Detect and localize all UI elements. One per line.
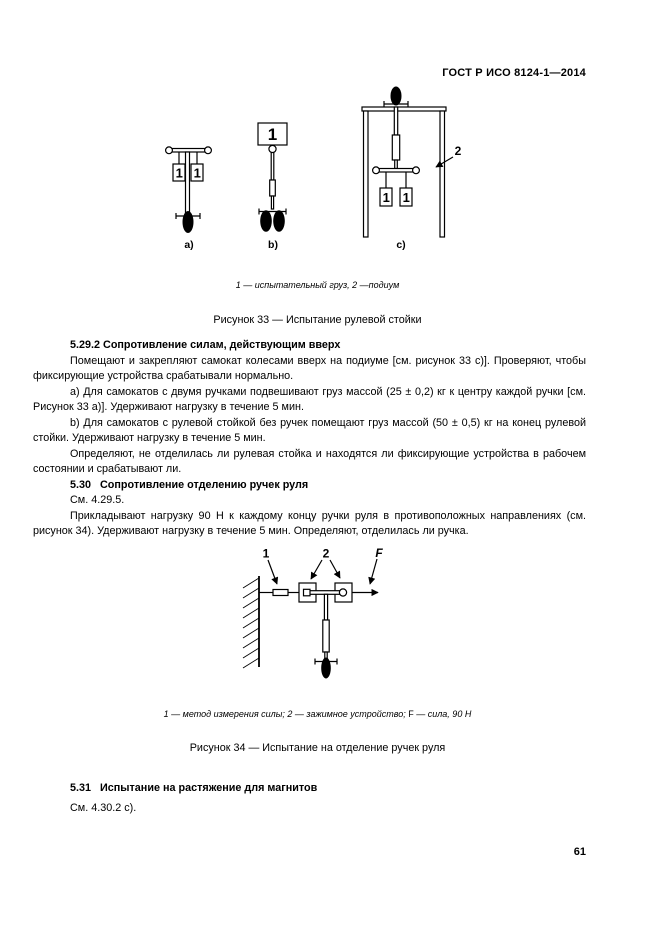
hatch-line [243,648,259,658]
paragraph: a) Для самокатов с двумя ручками подвешивают груз массой (25 ± 0,2) кг к центру каждой ручки [см. Рисунок 33 а)]. Удерживают нагрузку в течение 5 мин. [33,385,586,413]
paragraph: См. 4.29.5. [70,494,125,506]
wheel [321,658,331,679]
page-number: 61 [573,846,586,858]
handle-grip-icon [373,167,380,174]
paragraph: Помещают и закрепляют самокат колесами вверх на подиуме [см. рисунок 33 с)]. Проверяют, чтобы фиксирующие устройства срабатывали нормально. [33,354,586,382]
subfigure-label-c: c) [396,239,406,251]
fig33a-scooter-two-handles [166,147,212,251]
paragraph: См. 4.30.2 с). [70,802,137,814]
wheel [260,210,272,232]
section-heading-5-31: 5.31 Испытание на растяжение для магнитов [70,782,318,794]
fig33b-scooter-no-handles [258,123,287,251]
paragraph: Прикладывают нагрузку 90 Н к каждому концу ручки руля в противоположных направлениях (см. рисунок 34). Удерживают нагрузку в течение 5 мин. Определяют, отделилась ли ручка. [33,509,586,537]
figure34-caption-text: — сила, 90 Н [413,709,472,719]
wheel [273,210,285,232]
hatch-line [243,598,259,608]
clamp-callout-arrow [311,560,322,579]
clamp-square [304,589,311,596]
fig33c-scooter-on-podium [362,87,462,252]
clamp-callout-label: 2 [322,546,330,561]
section-heading-5-29-2: 5.29.2 Сопротивление силам, действующим вверх [70,339,341,351]
wheel [391,87,402,106]
stem-sleeve [323,620,329,652]
weight-label: 1 [382,189,390,205]
stem-sleeve [270,180,276,196]
weight-label: 1 [402,189,410,205]
hatch-line [243,638,259,648]
podium-left-wall [364,111,369,237]
handle-grip-icon [166,147,173,154]
hatch-line [243,608,259,618]
handlebar [376,169,416,173]
weight-label: 1 [175,165,183,181]
page-header: ГОСТ Р ИСО 8124-1—2014 [442,67,586,79]
hanging-hook [269,145,276,152]
section-5-29-2 [33,338,586,540]
figure34-drawing [230,542,430,707]
steering-stem [394,107,397,135]
force-gauge [273,590,288,596]
paragraph: b) Для самокатов с рулевой стойкой без ручек помещают груз массой (50 ± 0,5) кг на конец рулевой стойки. Удерживают нагрузку в течение 5 мин. [33,416,586,444]
force-callout-label: F [375,546,383,560]
handle-grip-icon [205,147,212,154]
figure33-title: Рисунок 33 — Испытание рулевой стойки [213,314,422,326]
stem-sleeve [392,135,399,160]
hatch-line [243,628,259,638]
clamp-callout-arrow [330,560,340,578]
podium-right-wall [440,111,445,237]
wall-hatching [243,578,259,668]
clamp-circle [339,589,346,596]
hatch-line [243,658,259,668]
paragraph: Определяют, не отделилась ли рулевая стойка и находятся ли фиксирующие устройства в рабочем состоянии и срабатывают ли. [33,447,586,475]
figure34-title: Рисунок 34 — Испытание на отделение ручек руля [189,742,446,754]
section-heading-5-30: 5.30 Сопротивление отделению ручек руля [70,478,309,491]
wheel [183,211,194,233]
steering-stem [271,153,274,181]
subfigure-label-b: b) [268,239,278,251]
steering-stem [324,594,327,620]
figure34-caption [0,709,635,719]
hatch-line [243,588,259,598]
stem-lower [395,160,398,169]
weight-label: 1 [193,165,201,181]
hatch-line [243,618,259,628]
figure34-caption-text: 1 — метод измерения силы; 2 — зажимное устройство; [163,709,409,719]
weight-label: 1 [267,125,278,144]
force-callout-arrow [370,559,377,584]
stem-lower [271,196,273,209]
force-gauge-callout-label: 1 [262,546,270,561]
wall [243,576,259,668]
figure33-drawing [145,84,475,254]
force-gauge-callout-arrow [268,560,277,584]
podium-top [362,107,446,111]
figure34-caption-force-symbol: F [408,709,414,719]
podium-callout-label: 2 [454,144,462,158]
figure33-caption: 1 — испытательный груз, 2 —подиум [235,280,400,290]
hatch-line [243,578,259,588]
steering-stem [186,152,190,213]
handle-grip-icon [413,167,420,174]
subfigure-label-a: a) [184,239,194,251]
